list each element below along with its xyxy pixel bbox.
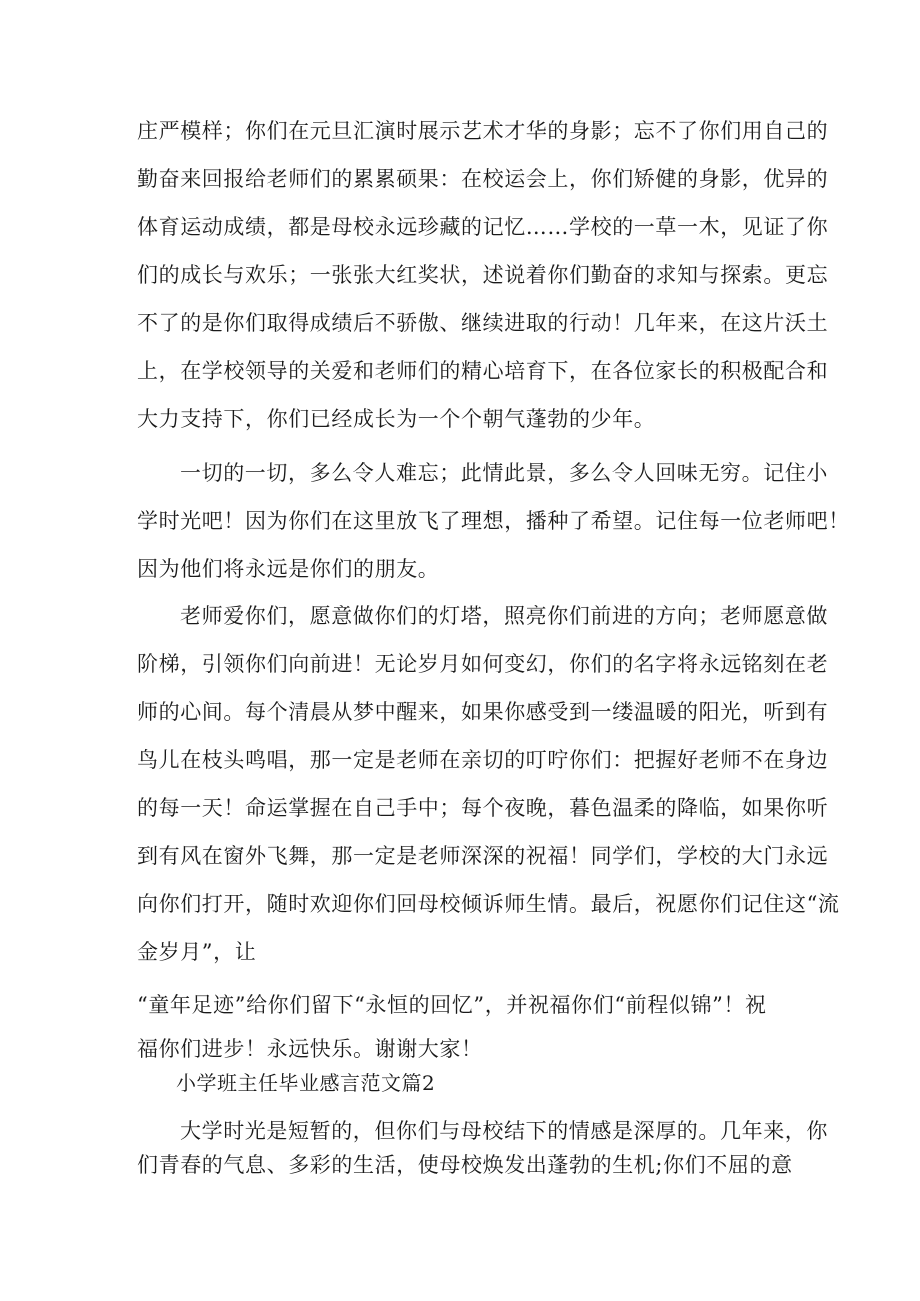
- paragraph-3-line-7: 向你们打开，随时欢迎你们回母校倾诉师生情。最后，祝愿你们记住这“流: [137, 892, 840, 916]
- paragraph-3-line-3: 师的心间。每个清晨从梦中醒来，如果你感受到一缕温暖的阳光，听到有: [137, 700, 829, 724]
- paragraph-3-line-6: 到有风在窗外飞舞，那一定是老师深深的祝福！同学们，学校的大门永远: [137, 844, 829, 868]
- paragraph-1-line-7: 大力支持下，你们已经成长为一个个朝气蓬勃的少年。: [137, 407, 656, 431]
- paragraph-3-line-8: 金岁月”，让: [137, 940, 257, 964]
- paragraph-3-line-5: 的每一天！命运掌握在自己手中；每个夜晚，暮色温柔的降临，如果你听: [137, 796, 829, 820]
- paragraph-5-line-1: 大学时光是短暂的，但你们与母校结下的情感是深厚的。几年来，你: [180, 1119, 828, 1143]
- paragraph-3-line-1: 老师爱你们，愿意做你们的灯塔，照亮你们前进的方向；老师愿意做: [180, 604, 828, 628]
- paragraph-1-line-2: 勤奋来回报给老师们的累累硕果：在校运会上，你们矫健的身影，优异的: [137, 167, 829, 191]
- paragraph-1-line-3: 体育运动成绩，都是母校永远珍藏的记忆……学校的一草一木，见证了你: [137, 215, 829, 239]
- paragraph-2-line-3: 因为他们将永远是你们的朋友。: [137, 557, 440, 581]
- paragraph-1-line-4: 们的成长与欢乐；一张张大红奖状，述说着你们勤奋的求知与探索。更忘: [137, 263, 829, 287]
- paragraph-3-line-2: 阶梯，引领你们向前进！无论岁月如何变幻，你们的名字将永远铭刻在老: [137, 652, 829, 676]
- paragraph-1-line-1: 庄严模样；你们在元旦汇演时展示艺术才华的身影；忘不了你们用自己的: [137, 119, 829, 143]
- paragraph-2-line-1: 一切的一切，多么令人难忘；此情此景，多么令人回味无穷。记住小: [180, 461, 828, 485]
- paragraph-4-line-1: “童年足迹”给你们留下“永恒的回忆”，并祝福你们“前程似锦”！祝: [137, 993, 767, 1017]
- section-heading: 小学班主任毕业感言范文篇2: [176, 1071, 436, 1095]
- paragraph-1-line-5: 不了的是你们取得成绩后不骄傲、继续进取的行动！几年来，在这片沃土: [137, 311, 829, 335]
- paragraph-4-line-2: 福你们进步！永远快乐。谢谢大家！: [137, 1037, 483, 1061]
- paragraph-3-line-4: 鸟儿在枝头鸣唱，那一定是老师在亲切的叮咛你们：把握好老师不在身边: [137, 748, 829, 772]
- paragraph-2-line-2: 学时光吧！因为你们在这里放飞了理想，播种了希望。记住每一位老师吧！: [137, 509, 850, 533]
- paragraph-5-line-2: 们青春的气息、多彩的生活，使母校焕发出蓬勃的生机;你们不屈的意: [137, 1153, 793, 1177]
- paragraph-1-line-6: 上，在学校领导的关爱和老师们的精心培育下，在各位家长的积极配合和: [137, 359, 829, 383]
